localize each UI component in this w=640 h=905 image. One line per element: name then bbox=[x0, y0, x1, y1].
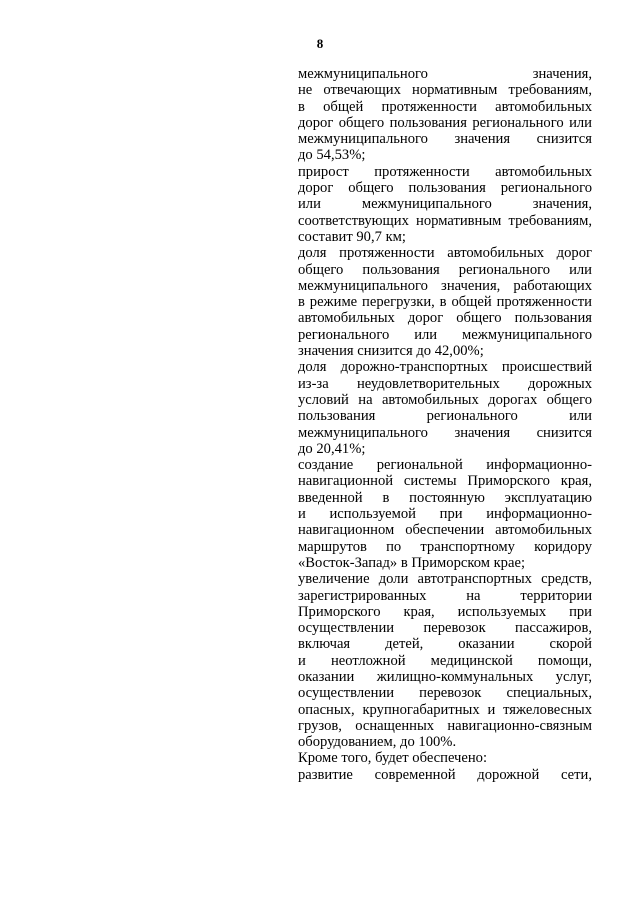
text-line: межмуниципального значения снизится bbox=[298, 131, 592, 148]
text-line: грузов, оснащенных навигационно-связным bbox=[298, 717, 592, 734]
text-line: доля протяженности автомобильных дорог bbox=[298, 245, 592, 262]
text-line: дорог общего пользования регионального bbox=[298, 180, 592, 197]
text-line: общего пользования регионального или bbox=[298, 261, 592, 278]
text-line: составит 90,7 км; bbox=[298, 228, 406, 245]
text-line: межмуниципального значения, работающих bbox=[298, 277, 592, 294]
text-line: регионального или межмуниципального bbox=[298, 326, 592, 343]
text-line: прирост протяженности автомобильных bbox=[298, 163, 592, 180]
text-line: и используемой при информационно- bbox=[298, 506, 592, 523]
text-line: маршрутов по транспортному коридору bbox=[298, 538, 592, 555]
text-line: пользования регионального или bbox=[298, 408, 592, 425]
text-line: соответствующих нормативным требованиям, bbox=[298, 212, 592, 229]
text-line: межмуниципального значения снизится bbox=[298, 424, 592, 441]
text-line: Приморского края, используемых при bbox=[298, 603, 592, 620]
text-line: включая детей, оказании скорой bbox=[298, 636, 592, 653]
text-line: развитие современной дорожной сети, bbox=[298, 766, 592, 783]
text-line: автомобильных дорог общего пользования bbox=[298, 310, 592, 327]
text-line: оказании жилищно-коммунальных услуг, bbox=[298, 668, 592, 685]
text-line: до 20,41%; bbox=[298, 440, 366, 457]
text-line: доля дорожно-транспортных происшествий bbox=[298, 359, 592, 376]
text-line: значения снизится до 42,00%; bbox=[298, 343, 484, 360]
text-line: «Восток-Запад» в Приморском крае; bbox=[298, 554, 525, 571]
text-line: опасных, крупногабаритных и тяжеловесных bbox=[298, 701, 592, 718]
document-body bbox=[298, 66, 592, 783]
text-line: в режиме перегрузки, в общей протяженности bbox=[298, 294, 592, 311]
page-number: 8 bbox=[316, 36, 324, 51]
text-line: межмуниципального значения, bbox=[298, 66, 592, 82]
text-line: навигационном обеспечении автомобильных bbox=[298, 522, 592, 539]
text-line: Кроме того, будет обеспечено: bbox=[298, 750, 488, 767]
text-line: дорог общего пользования регионального или bbox=[298, 114, 592, 131]
text-line: в общей протяженности автомобильных bbox=[298, 98, 592, 115]
text-line: создание региональной информационно- bbox=[298, 457, 592, 474]
text-line: условий на автомобильных дорогах общего bbox=[298, 391, 592, 408]
text-line: введенной в постоянную эксплуатацию bbox=[298, 489, 592, 506]
text-line: и неотложной медицинской помощи, bbox=[298, 652, 592, 669]
text-line: осуществлении перевозок пассажиров, bbox=[298, 620, 592, 637]
text-line: навигационной системы Приморского края, bbox=[298, 473, 592, 490]
text-line: увеличение доли автотранспортных средств, bbox=[298, 571, 592, 588]
text-line: не отвечающих нормативным требованиям, bbox=[298, 82, 592, 99]
text-line: оборудованием, до 100%. bbox=[298, 734, 457, 751]
text-line: до 54,53%; bbox=[298, 147, 366, 164]
text-line: или межмуниципального значения, bbox=[298, 196, 592, 213]
text-line: из-за неудовлетворительных дорожных bbox=[298, 375, 592, 392]
text-line: зарегистрированных на территории bbox=[298, 587, 592, 604]
text-line: осуществлении перевозок специальных, bbox=[298, 685, 592, 702]
